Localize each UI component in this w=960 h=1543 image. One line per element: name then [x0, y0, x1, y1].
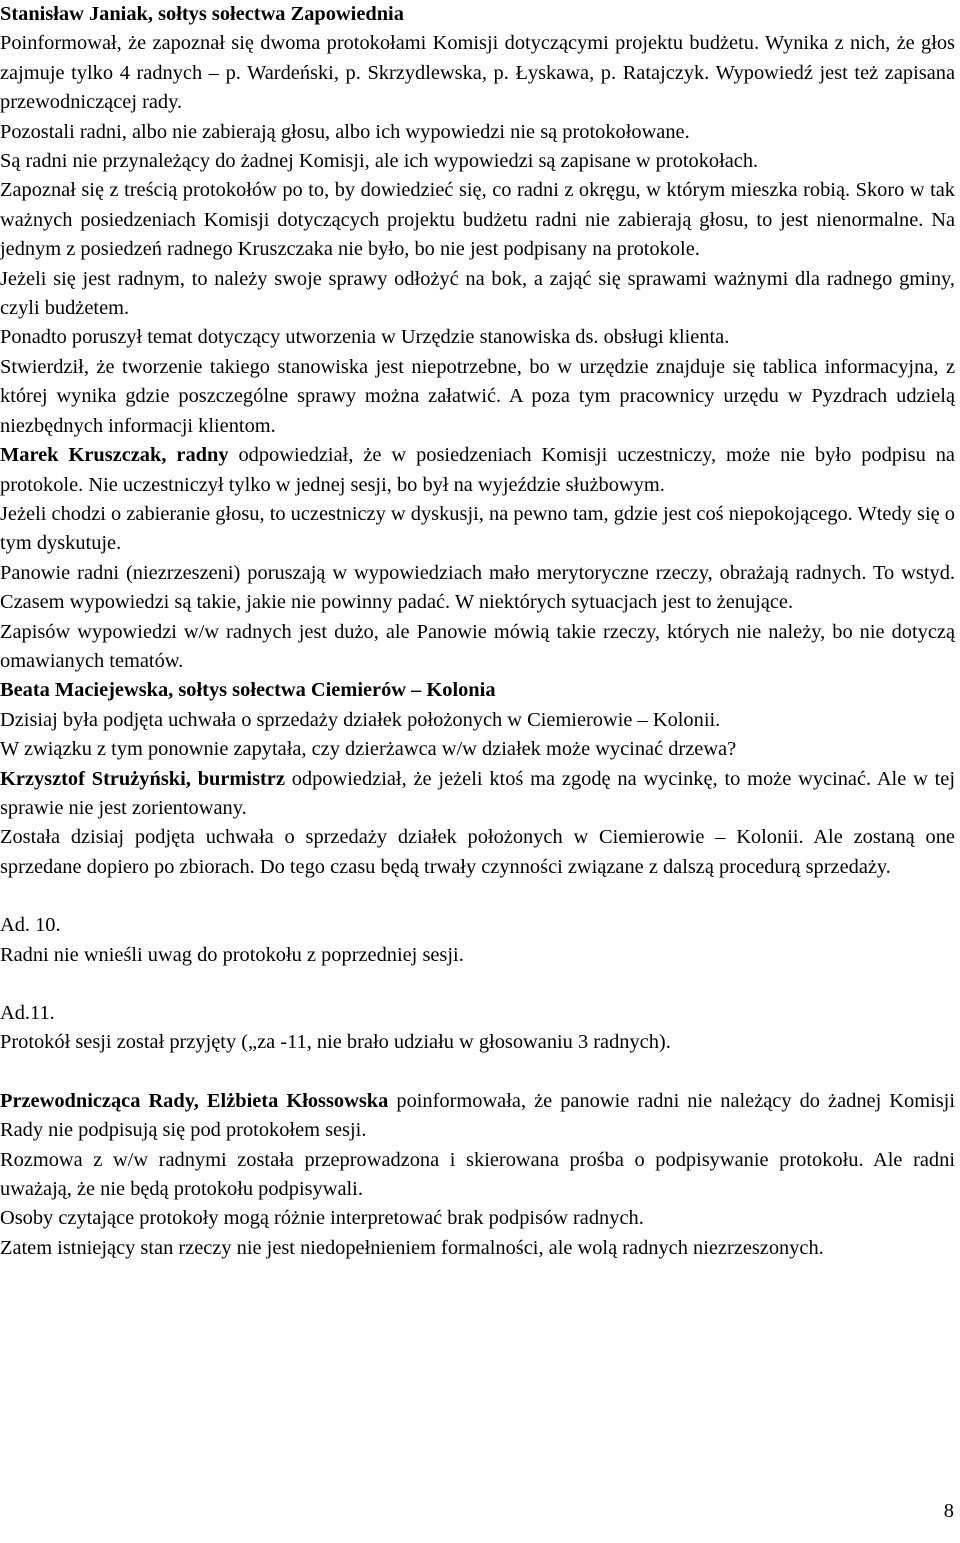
paragraph: Jeżeli chodzi o zabieranie głosu, to uczestniczy w dyskusji, na pewno tam, gdzie jest coś niepokojącego. Wtedy się o tym dyskutuje.	[0, 502, 955, 555]
paragraph-text: odpowiedział, że w posiedzeniach Komisji uczestniczy, może nie było podpisu na protokole. Nie uczestniczył tylko w jednej sesji, bo był na wyjeździe służbowym.	[0, 444, 955, 496]
paragraph: Ad. 10.	[0, 914, 61, 937]
paragraph: Ponadto poruszył temat dotyczący utworzenia w Urzędzie stanowiska ds. obsługi klienta.	[0, 326, 730, 349]
paragraph: Radni nie wnieśli uwag do protokołu z poprzedniej sesji.	[0, 943, 464, 966]
speaker-name: Marek Kruszczak, radny	[0, 444, 229, 467]
paragraph: Została dzisiaj podjęta uchwała o sprzedaży działek położonych w Ciemierowie – Kolonii. Ale zostaną one sprzedane dopiero po zbiorach. Do tego czasu będą trwały czynności związane z dalszą procedurą sprzedaży.	[0, 826, 955, 878]
speaker-heading	[0, 0, 955, 29]
speaker-paragraph	[0, 765, 955, 824]
paragraph: Dzisiaj była podjęta uchwała o sprzedaży działek położonych w Ciemierowie – Kolonii.	[0, 708, 721, 731]
paragraph-text: poinformowała, że panowie radni nie należący do żadnej Komisji Rady nie podpisują się pod protokołem sesji.	[0, 1089, 956, 1142]
speaker-paragraph	[0, 1087, 955, 1146]
paragraph: Osoby czytające protokoły mogą różnie interpretować brak podpisów radnych.	[0, 1207, 644, 1230]
speaker-heading	[0, 676, 955, 705]
page-number: 8	[943, 1500, 954, 1522]
paragraph: Zapisów wypowiedzi w/w radnych jest dużo, ale Panowie mówią takie rzeczy, których nie należy, bo nie dotyczą omawianych tematów.	[0, 620, 955, 672]
paragraph: Zatem istniejący stan rzeczy nie jest niedopełnieniem formalności, ale wolą radnych niezrzeszonych.	[0, 1236, 824, 1259]
speaker-paragraph	[0, 441, 955, 500]
speaker-name: Beata Maciejewska, sołtys sołectwa Ciemierów – Kolonia	[0, 679, 496, 702]
paragraph: Stwierdził, że tworzenie takiego stanowiska jest niepotrzebne, bo w urzędzie znajduje się tablica informacyjna, z której wynika gdzie poszczególne sprawy można załatwić. A poza tym pracownicy urzędu w Pyzdrach udzielą niezbędnych informacji klientom.	[0, 355, 955, 437]
speaker-name: Krzysztof Strużyński, burmistrz	[0, 767, 285, 790]
paragraph-text: odpowiedział, że jeżeli ktoś ma zgodę na wycinkę, to może wycinać. Ale w tej sprawie nie jest zorientowany.	[0, 767, 955, 819]
paragraph: Zapoznał się z treścią protokołów po to, by dowiedzieć się, co radni z okręgu, w którym mieszka robią. Skoro w tak ważnych posiedzeniach Komisji dotyczących projektu budżetu radni nie zabierają głosu, to jest nienormalne. Na jednym z posiedzeń radnego Kruszczaka nie było, bo nie jest podpisany na protokole.	[0, 179, 955, 261]
paragraph: Panowie radni (niezrzeszeni) poruszają w wypowiedziach mało merytoryczne rzeczy, obrażają radnych. To wstyd. Czasem wypowiedzi są takie, jakie nie powinny padać. W niektórych sytuacjach jest to żenujące.	[0, 561, 955, 614]
paragraph: Pozostali radni, albo nie zabierają głosu, albo ich wypowiedzi nie są protokołowane.	[0, 120, 690, 143]
paragraph: Ad.11.	[0, 1002, 55, 1024]
paragraph: Rozmowa z w/w radnymi została przeprowadzona i skierowana prośba o podpisywanie protokołu. Ale radni uważają, że nie będą protokołu podpisywali.	[0, 1148, 955, 1201]
speaker-name: Przewodnicząca Rady, Elżbieta Kłossowska	[0, 1089, 389, 1112]
paragraph: Jeżeli się jest radnym, to należy swoje sprawy odłożyć na bok, a zająć się sprawami ważnymi dla radnego gminy, czyli budżetem.	[0, 267, 955, 320]
paragraph: Protokół sesji został przyjęty („za -11, nie brało udziału w głosowaniu 3 radnych).	[0, 1031, 671, 1054]
paragraph: Poinformował, że zapoznał się dwoma protokołami Komisji dotyczącymi projektu budżetu. Wynika z nich, że głos zajmuje tylko 4 radnych – p. Wardeński, p. Skrzydlewska, p. Łyskawa, p. Ratajczyk. Wypowiedź jest też zapisana przewodniczącej rady.	[0, 32, 955, 114]
speaker-name: Stanisław Janiak, sołtys sołectwa Zapowiednia	[0, 3, 404, 25]
paragraph: W związku z tym ponownie zapytała, czy dzierżawca w/w działek może wycinać drzewa?	[0, 738, 737, 761]
paragraph: Są radni nie przynależący do żadnej Komisji, ale ich wypowiedzi są zapisane w protokołach.	[0, 150, 759, 173]
